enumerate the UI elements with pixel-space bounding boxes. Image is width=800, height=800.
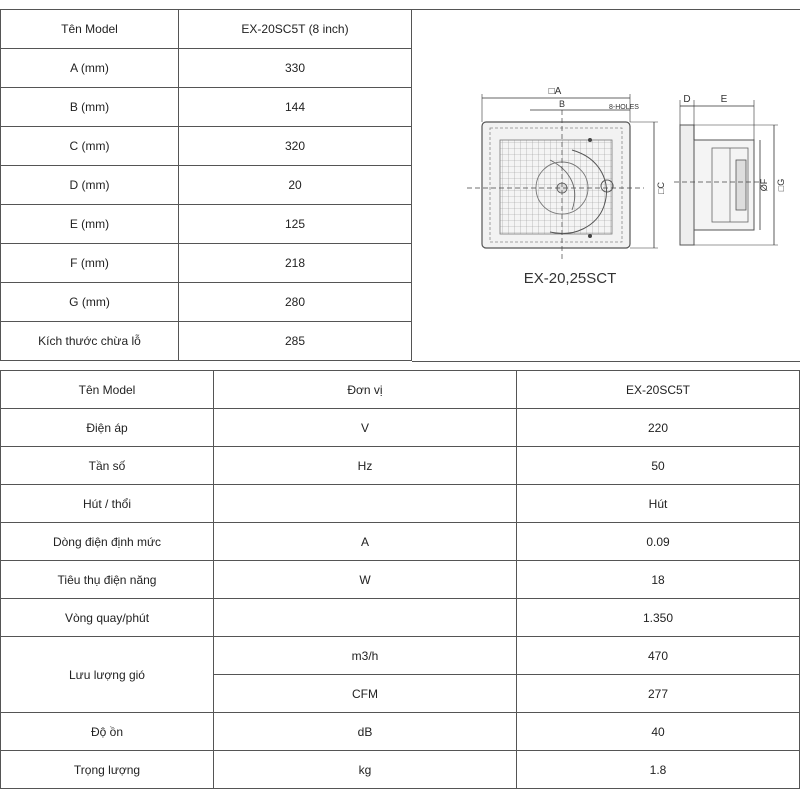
row-value: 330: [179, 49, 412, 88]
dim-label-b: B: [558, 99, 566, 109]
dim-label-g: □G: [776, 178, 786, 192]
table-row: [1, 447, 800, 485]
table-row: [1, 523, 800, 561]
header-cell: Tên Model: [1, 371, 214, 409]
table-row: [1, 205, 412, 244]
table-row: [1, 166, 412, 205]
table-row: [1, 371, 800, 409]
spec-unit: kg: [214, 751, 517, 789]
table-row: [1, 244, 412, 283]
spec-unit: [214, 485, 517, 523]
table-row: [1, 599, 800, 637]
table-row: [1, 10, 412, 49]
spec-value: 50: [517, 447, 800, 485]
spec-unit: Hz: [214, 447, 517, 485]
row-label: F (mm): [1, 244, 179, 283]
table-row: [1, 88, 412, 127]
dim-label-f: ØF: [759, 178, 769, 192]
spec-unit: CFM: [214, 675, 517, 713]
spec-name: Độ ồn: [1, 713, 214, 751]
header-cell: EX-20SC5T: [517, 371, 800, 409]
spec-name: Tiêu thụ điện năng: [1, 561, 214, 599]
table-row: [1, 322, 412, 361]
spec-value: 0.09: [517, 523, 800, 561]
table-row: [1, 49, 412, 88]
side-view: [674, 100, 778, 245]
front-view: [467, 94, 658, 260]
spec-unit: A: [214, 523, 517, 561]
table-row: [1, 561, 800, 599]
spec-unit: V: [214, 409, 517, 447]
spec-name: Hút / thổi: [1, 485, 214, 523]
table-row: [1, 409, 800, 447]
table-row: [1, 127, 412, 166]
header-cell: EX-20SC5T (8 inch): [179, 10, 412, 49]
row-label: G (mm): [1, 283, 179, 322]
technical-drawing: [412, 9, 800, 362]
spec-name: Vòng quay/phút: [1, 599, 214, 637]
table-row: [1, 485, 800, 523]
spec-name: Lưu lượng gió: [1, 637, 214, 713]
spec-name: Dòng điện định mức: [1, 523, 214, 561]
spec-name: Tần số: [1, 447, 214, 485]
spec-table: [0, 370, 800, 789]
spec-unit: dB: [214, 713, 517, 751]
spec-value: 277: [517, 675, 800, 713]
table-row: [1, 283, 412, 322]
row-value: 280: [179, 283, 412, 322]
row-value: 320: [179, 127, 412, 166]
row-value: 125: [179, 205, 412, 244]
spec-value: 470: [517, 637, 800, 675]
row-label: C (mm): [1, 127, 179, 166]
spec-unit: W: [214, 561, 517, 599]
dim-label-a: □A: [548, 86, 562, 97]
row-value: 20: [179, 166, 412, 205]
row-value: 285: [179, 322, 412, 361]
spec-name: Trọng lượng: [1, 751, 214, 789]
table-row: [1, 713, 800, 751]
spec-unit: m3/h: [214, 637, 517, 675]
row-label: E (mm): [1, 205, 179, 244]
spec-value: 1.8: [517, 751, 800, 789]
dimensions-table: [0, 9, 412, 361]
spec-value: 18: [517, 561, 800, 599]
holes-label: 8-HOLES: [609, 104, 639, 111]
dim-label-d: D: [683, 94, 691, 105]
dim-label-c: □C: [656, 182, 666, 194]
row-label: A (mm): [1, 49, 179, 88]
spec-value: 40: [517, 713, 800, 751]
table-row: [1, 751, 800, 789]
row-label: Kích thước chừa lỗ: [1, 322, 179, 361]
spec-value: 220: [517, 409, 800, 447]
row-label: B (mm): [1, 88, 179, 127]
spec-value: Hút: [517, 485, 800, 523]
row-label: D (mm): [1, 166, 179, 205]
row-value: 218: [179, 244, 412, 283]
header-cell: Đơn vị: [214, 371, 517, 409]
row-value: 144: [179, 88, 412, 127]
spec-name: Điện áp: [1, 409, 214, 447]
spec-unit: [214, 599, 517, 637]
fan-dimension-drawing: [412, 10, 800, 363]
spec-value: 1.350: [517, 599, 800, 637]
dim-label-e: E: [720, 94, 728, 105]
header-cell: Tên Model: [1, 10, 179, 49]
diagram-caption: EX-20,25SCT: [523, 270, 617, 287]
table-row: [1, 637, 800, 675]
